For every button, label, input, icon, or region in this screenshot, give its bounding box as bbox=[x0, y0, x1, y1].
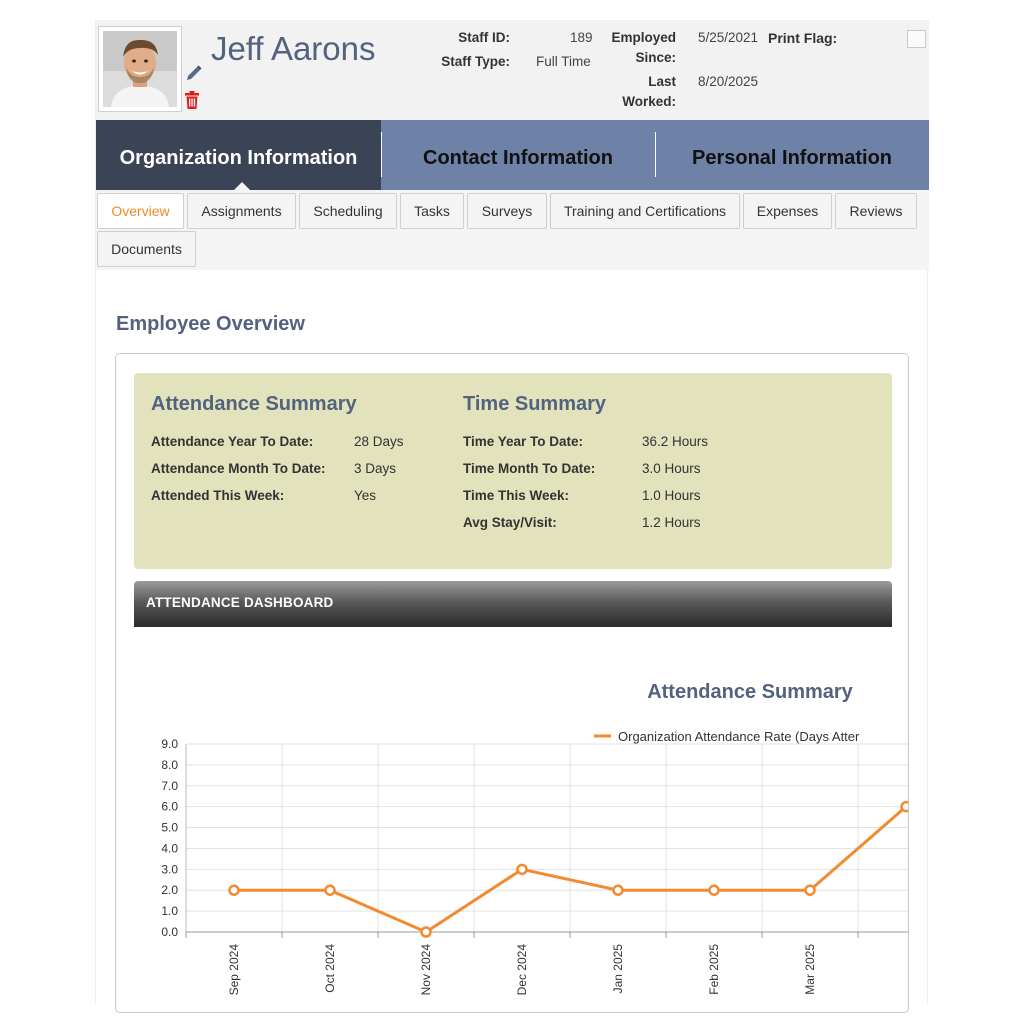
employed-since-label-line1: Employed bbox=[611, 30, 676, 45]
tab-personal-information[interactable]: Personal Information bbox=[691, 147, 893, 169]
subtab-documents[interactable]: Documents bbox=[97, 231, 196, 267]
y-tick-label: 8.0 bbox=[161, 757, 178, 772]
attendance-mtd-label: Attendance Month To Date: bbox=[151, 461, 326, 476]
attendance-dashboard-title: ATTENDANCE DASHBOARD bbox=[146, 595, 334, 610]
subtab-surveys[interactable]: Surveys bbox=[467, 193, 547, 229]
avg-stay-label: Avg Stay/Visit: bbox=[463, 515, 557, 530]
x-tick-label: Dec 2024 bbox=[515, 944, 529, 996]
time-ytd-value: 36.2 Hours bbox=[642, 434, 709, 449]
summary-panel bbox=[134, 373, 892, 569]
y-tick-label: 3.0 bbox=[161, 862, 178, 877]
subtab-overview[interactable]: Overview bbox=[97, 193, 184, 229]
staff-id-label: Staff ID: bbox=[458, 30, 510, 45]
subtab-expenses[interactable]: Expenses bbox=[743, 193, 832, 229]
last-worked-label-line1: Last bbox=[648, 74, 676, 89]
subtab-assignments[interactable]: Assignments bbox=[187, 193, 296, 229]
avg-stay-value: 1.2 Hours bbox=[642, 515, 701, 530]
chart-title: Attendance Summary bbox=[647, 681, 853, 703]
data-point-sep-2024 bbox=[230, 886, 239, 895]
staff-type-label: Staff Type: bbox=[441, 54, 510, 69]
attendance-dashboard-header[interactable] bbox=[134, 581, 892, 627]
x-tick-label: Jan 2025 bbox=[611, 944, 625, 994]
y-tick-label: 0.0 bbox=[161, 925, 178, 939]
data-point-nov-2024 bbox=[422, 928, 431, 937]
active-tab-caret bbox=[233, 182, 251, 191]
attendance-summary-heading: Attendance Summary bbox=[151, 393, 357, 415]
y-tick-label: 7.0 bbox=[161, 778, 178, 793]
data-point-dec-2024 bbox=[518, 865, 527, 874]
subtab-training-and-certifications[interactable]: Training and Certifications bbox=[550, 193, 740, 229]
print-flag-label: Print Flag: bbox=[768, 30, 838, 46]
staff-type-value: Full Time bbox=[536, 54, 591, 69]
page-title: Employee Overview bbox=[116, 313, 305, 335]
attendance-ytd-label: Attendance Year To Date: bbox=[151, 434, 314, 449]
y-tick-label: 6.0 bbox=[161, 799, 178, 814]
time-summary-heading: Time Summary bbox=[463, 393, 607, 415]
x-tick-label: Nov 2024 bbox=[419, 944, 433, 996]
time-mtd-value: 3.0 Hours bbox=[642, 461, 701, 476]
trash-icon[interactable] bbox=[184, 90, 200, 115]
employed-since-value: 5/25/2021 bbox=[698, 30, 759, 45]
data-point-jan-2025 bbox=[614, 886, 623, 895]
time-ytd-label: Time Year To Date: bbox=[463, 434, 584, 449]
print-flag-checkbox[interactable] bbox=[907, 30, 926, 48]
data-point-feb-2025 bbox=[710, 886, 719, 895]
sub-tab-bar bbox=[96, 190, 929, 270]
staff-id-value: 189 bbox=[570, 30, 593, 45]
attendance-chart-container bbox=[116, 634, 908, 1012]
attendance-mtd-value: 3 Days bbox=[354, 461, 397, 476]
staff-name: Jeff Aarons bbox=[211, 30, 376, 67]
data-point-oct-2024 bbox=[326, 886, 335, 895]
data-point-apr-2025 bbox=[902, 802, 909, 811]
attended-this-week-value: Yes bbox=[354, 488, 377, 503]
time-mtd-label: Time Month To Date: bbox=[463, 461, 596, 476]
attended-this-week-label: Attended This Week: bbox=[151, 488, 285, 503]
last-worked-label-line2: Worked: bbox=[622, 94, 676, 109]
employed-since-label-line2: Since: bbox=[635, 50, 676, 65]
subtab-scheduling[interactable]: Scheduling bbox=[299, 193, 397, 229]
main-tab-bar bbox=[96, 120, 929, 190]
pencil-icon[interactable] bbox=[185, 64, 203, 87]
avatar bbox=[103, 31, 177, 107]
tab-contact-information[interactable]: Contact Information bbox=[423, 147, 613, 169]
attendance-ytd-value: 28 Days bbox=[354, 434, 404, 449]
time-this-week-value: 1.0 Hours bbox=[642, 488, 701, 503]
avatar-frame[interactable] bbox=[98, 26, 182, 112]
staff-header bbox=[96, 20, 929, 120]
y-tick-label: 5.0 bbox=[161, 820, 178, 835]
x-tick-label: Sep 2024 bbox=[227, 944, 241, 996]
y-tick-label: 2.0 bbox=[161, 883, 178, 898]
overview-panel bbox=[115, 353, 909, 1013]
tab-organization-information[interactable]: Organization Information bbox=[96, 120, 381, 190]
attendance-chart bbox=[116, 634, 908, 1012]
y-tick-label: 9.0 bbox=[161, 737, 178, 751]
last-worked-value: 8/20/2025 bbox=[698, 74, 759, 89]
subtab-reviews[interactable]: Reviews bbox=[835, 193, 917, 229]
subtab-tasks[interactable]: Tasks bbox=[400, 193, 464, 229]
time-this-week-label: Time This Week: bbox=[463, 488, 570, 503]
data-point-mar-2025 bbox=[806, 886, 815, 895]
x-tick-label: Mar 2025 bbox=[803, 944, 817, 995]
x-tick-label: Oct 2024 bbox=[323, 944, 337, 993]
y-tick-label: 1.0 bbox=[161, 904, 178, 919]
legend-label: Organization Attendance Rate (Days Atter bbox=[618, 729, 860, 744]
staff-profile-page bbox=[95, 20, 928, 1004]
person-photo-icon bbox=[103, 31, 177, 107]
x-tick-label: Feb 2025 bbox=[707, 944, 721, 995]
y-tick-label: 4.0 bbox=[161, 841, 178, 856]
